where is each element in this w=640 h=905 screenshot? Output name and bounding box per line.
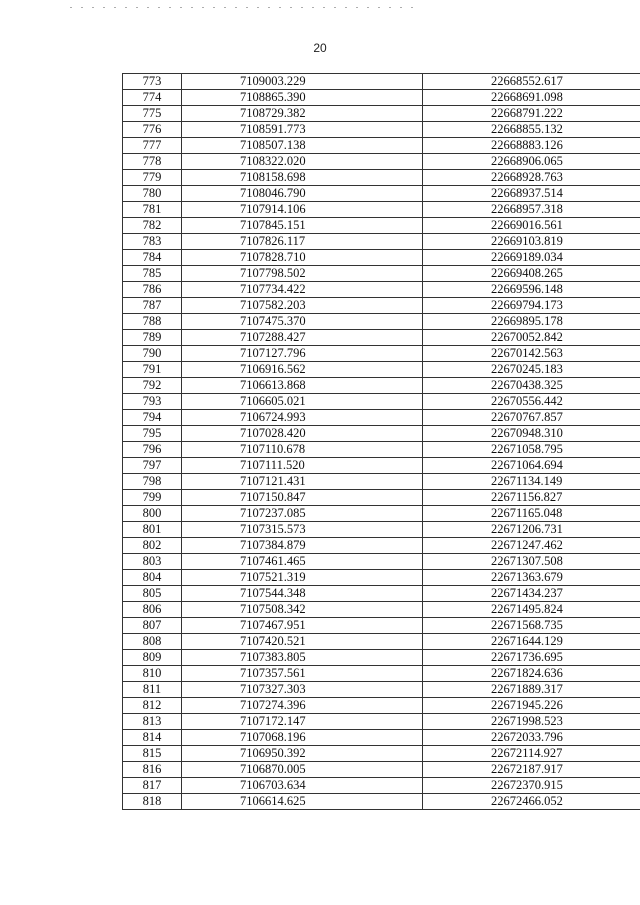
table-row — [123, 170, 640, 186]
x-coordinate-cell: 7106870.005 — [182, 762, 423, 778]
y-coordinate-cell: 22672114.927 — [423, 746, 640, 762]
x-coordinate-cell: 7106703.634 — [182, 778, 423, 794]
y-coordinate-cell: 22671434.237 — [423, 586, 640, 602]
x-coordinate-cell: 7107068.196 — [182, 730, 423, 746]
x-coordinate-cell: 7108322.020 — [182, 154, 423, 170]
table-row — [123, 74, 640, 90]
x-coordinate-cell: 7107121.431 — [182, 474, 423, 490]
y-coordinate-cell: 22672466.052 — [423, 794, 640, 810]
point-number-cell: 804 — [123, 570, 182, 586]
x-coordinate-cell: 7106614.625 — [182, 794, 423, 810]
table-row — [123, 330, 640, 346]
y-coordinate-cell: 22668552.617 — [423, 74, 640, 90]
point-number-cell: 787 — [123, 298, 182, 314]
table-row — [123, 746, 640, 762]
y-coordinate-cell: 22669103.819 — [423, 234, 640, 250]
y-coordinate-cell: 22671945.226 — [423, 698, 640, 714]
point-number-cell: 799 — [123, 490, 182, 506]
x-coordinate-cell: 7107274.396 — [182, 698, 423, 714]
y-coordinate-cell: 22671307.508 — [423, 554, 640, 570]
table-row — [123, 266, 640, 282]
y-coordinate-cell: 22670767.857 — [423, 410, 640, 426]
table-row — [123, 602, 640, 618]
x-coordinate-cell: 7108046.790 — [182, 186, 423, 202]
y-coordinate-cell: 22669189.034 — [423, 250, 640, 266]
y-coordinate-cell: 22671495.824 — [423, 602, 640, 618]
x-coordinate-cell: 7107172.147 — [182, 714, 423, 730]
y-coordinate-cell: 22671064.694 — [423, 458, 640, 474]
point-number-cell: 790 — [123, 346, 182, 362]
point-number-cell: 813 — [123, 714, 182, 730]
x-coordinate-cell: 7108591.773 — [182, 122, 423, 138]
table-row — [123, 298, 640, 314]
point-number-cell: 784 — [123, 250, 182, 266]
y-coordinate-cell: 22668883.126 — [423, 138, 640, 154]
table-row — [123, 490, 640, 506]
point-number-cell: 808 — [123, 634, 182, 650]
point-number-cell: 795 — [123, 426, 182, 442]
table-row — [123, 586, 640, 602]
x-coordinate-cell: 7107508.342 — [182, 602, 423, 618]
y-coordinate-cell: 22671736.695 — [423, 650, 640, 666]
point-number-cell: 802 — [123, 538, 182, 554]
x-coordinate-cell: 7106613.868 — [182, 378, 423, 394]
point-number-cell: 786 — [123, 282, 182, 298]
x-coordinate-cell: 7107327.303 — [182, 682, 423, 698]
table-row — [123, 122, 640, 138]
table-row — [123, 618, 640, 634]
point-number-cell: 781 — [123, 202, 182, 218]
x-coordinate-cell: 7107111.520 — [182, 458, 423, 474]
x-coordinate-cell: 7107914.106 — [182, 202, 423, 218]
table-row — [123, 202, 640, 218]
table-row — [123, 650, 640, 666]
point-number-cell: 780 — [123, 186, 182, 202]
x-coordinate-cell: 7107315.573 — [182, 522, 423, 538]
y-coordinate-cell: 22671363.679 — [423, 570, 640, 586]
x-coordinate-cell: 7108507.138 — [182, 138, 423, 154]
point-number-cell: 776 — [123, 122, 182, 138]
table-row — [123, 762, 640, 778]
y-coordinate-cell: 22669794.173 — [423, 298, 640, 314]
x-coordinate-cell: 7107288.427 — [182, 330, 423, 346]
y-coordinate-cell: 22671247.462 — [423, 538, 640, 554]
point-number-cell: 774 — [123, 90, 182, 106]
x-coordinate-cell: 7106605.021 — [182, 394, 423, 410]
table-row — [123, 666, 640, 682]
x-coordinate-cell: 7107420.521 — [182, 634, 423, 650]
y-coordinate-cell: 22669895.178 — [423, 314, 640, 330]
x-coordinate-cell: 7107127.796 — [182, 346, 423, 362]
y-coordinate-cell: 22670245.183 — [423, 362, 640, 378]
point-number-cell: 789 — [123, 330, 182, 346]
point-number-cell: 817 — [123, 778, 182, 794]
table-row — [123, 234, 640, 250]
point-number-cell: 818 — [123, 794, 182, 810]
x-coordinate-cell: 7107521.319 — [182, 570, 423, 586]
table-row — [123, 714, 640, 730]
y-coordinate-cell: 22671206.731 — [423, 522, 640, 538]
y-coordinate-cell: 22668928.763 — [423, 170, 640, 186]
x-coordinate-cell: 7107734.422 — [182, 282, 423, 298]
table-row — [123, 410, 640, 426]
y-coordinate-cell: 22668691.098 — [423, 90, 640, 106]
point-number-cell: 810 — [123, 666, 182, 682]
x-coordinate-cell: 7107582.203 — [182, 298, 423, 314]
table-row — [123, 570, 640, 586]
table-row — [123, 682, 640, 698]
y-coordinate-cell: 22671058.795 — [423, 442, 640, 458]
table-row — [123, 474, 640, 490]
table-row — [123, 154, 640, 170]
x-coordinate-cell: 7107467.951 — [182, 618, 423, 634]
y-coordinate-cell: 22671644.129 — [423, 634, 640, 650]
point-number-cell: 807 — [123, 618, 182, 634]
y-coordinate-cell: 22670438.325 — [423, 378, 640, 394]
table-row — [123, 506, 640, 522]
table-row — [123, 794, 640, 810]
scan-artifact-strip — [70, 4, 510, 12]
y-coordinate-cell: 22670948.310 — [423, 426, 640, 442]
y-coordinate-cell: 22671998.523 — [423, 714, 640, 730]
y-coordinate-cell: 22671165.048 — [423, 506, 640, 522]
table-row — [123, 634, 640, 650]
x-coordinate-cell: 7106916.562 — [182, 362, 423, 378]
table-row — [123, 314, 640, 330]
table-row — [123, 554, 640, 570]
y-coordinate-cell: 22668957.318 — [423, 202, 640, 218]
table-row — [123, 378, 640, 394]
x-coordinate-cell: 7107461.465 — [182, 554, 423, 570]
x-coordinate-cell: 7109003.229 — [182, 74, 423, 90]
x-coordinate-cell: 7108158.698 — [182, 170, 423, 186]
point-number-cell: 801 — [123, 522, 182, 538]
point-number-cell: 793 — [123, 394, 182, 410]
table-row — [123, 346, 640, 362]
point-number-cell: 782 — [123, 218, 182, 234]
y-coordinate-cell: 22670556.442 — [423, 394, 640, 410]
table-row — [123, 218, 640, 234]
x-coordinate-cell: 7107798.502 — [182, 266, 423, 282]
table-row — [123, 138, 640, 154]
y-coordinate-cell: 22671889.317 — [423, 682, 640, 698]
point-number-cell: 791 — [123, 362, 182, 378]
y-coordinate-cell: 22668791.222 — [423, 106, 640, 122]
table-row — [123, 106, 640, 122]
x-coordinate-cell: 7108729.382 — [182, 106, 423, 122]
coordinates-table-body — [123, 74, 640, 810]
x-coordinate-cell: 7107845.151 — [182, 218, 423, 234]
point-number-cell: 812 — [123, 698, 182, 714]
table-row — [123, 426, 640, 442]
coordinates-table — [122, 73, 640, 810]
point-number-cell: 814 — [123, 730, 182, 746]
point-number-cell: 803 — [123, 554, 182, 570]
page-number: 20 — [313, 41, 327, 55]
y-coordinate-cell: 22671134.149 — [423, 474, 640, 490]
x-coordinate-cell: 7107544.348 — [182, 586, 423, 602]
point-number-cell: 775 — [123, 106, 182, 122]
point-number-cell: 815 — [123, 746, 182, 762]
y-coordinate-cell: 22669408.265 — [423, 266, 640, 282]
point-number-cell: 779 — [123, 170, 182, 186]
point-number-cell: 783 — [123, 234, 182, 250]
table-row — [123, 282, 640, 298]
x-coordinate-cell: 7107383.805 — [182, 650, 423, 666]
point-number-cell: 773 — [123, 74, 182, 90]
point-number-cell: 805 — [123, 586, 182, 602]
x-coordinate-cell: 7107384.879 — [182, 538, 423, 554]
table-row — [123, 698, 640, 714]
y-coordinate-cell: 22672370.915 — [423, 778, 640, 794]
y-coordinate-cell: 22670052.842 — [423, 330, 640, 346]
y-coordinate-cell: 22672033.796 — [423, 730, 640, 746]
point-number-cell: 816 — [123, 762, 182, 778]
table-row — [123, 442, 640, 458]
x-coordinate-cell: 7107826.117 — [182, 234, 423, 250]
point-number-cell: 796 — [123, 442, 182, 458]
x-coordinate-cell: 7106724.993 — [182, 410, 423, 426]
y-coordinate-cell: 22669016.561 — [423, 218, 640, 234]
y-coordinate-cell: 22669596.148 — [423, 282, 640, 298]
y-coordinate-cell: 22671824.636 — [423, 666, 640, 682]
table-row — [123, 538, 640, 554]
table-row — [123, 778, 640, 794]
x-coordinate-cell: 7108865.390 — [182, 90, 423, 106]
x-coordinate-cell: 7107237.085 — [182, 506, 423, 522]
x-coordinate-cell: 7107150.847 — [182, 490, 423, 506]
y-coordinate-cell: 22668855.132 — [423, 122, 640, 138]
point-number-cell: 811 — [123, 682, 182, 698]
x-coordinate-cell: 7107475.370 — [182, 314, 423, 330]
x-coordinate-cell: 7107828.710 — [182, 250, 423, 266]
point-number-cell: 788 — [123, 314, 182, 330]
table-row — [123, 394, 640, 410]
y-coordinate-cell: 22668937.514 — [423, 186, 640, 202]
point-number-cell: 777 — [123, 138, 182, 154]
point-number-cell: 797 — [123, 458, 182, 474]
table-row — [123, 186, 640, 202]
y-coordinate-cell: 22672187.917 — [423, 762, 640, 778]
table-row — [123, 362, 640, 378]
point-number-cell: 806 — [123, 602, 182, 618]
table-row — [123, 458, 640, 474]
x-coordinate-cell: 7107028.420 — [182, 426, 423, 442]
point-number-cell: 794 — [123, 410, 182, 426]
y-coordinate-cell: 22670142.563 — [423, 346, 640, 362]
table-row — [123, 250, 640, 266]
point-number-cell: 785 — [123, 266, 182, 282]
point-number-cell: 798 — [123, 474, 182, 490]
point-number-cell: 778 — [123, 154, 182, 170]
point-number-cell: 809 — [123, 650, 182, 666]
x-coordinate-cell: 7106950.392 — [182, 746, 423, 762]
y-coordinate-cell: 22668906.065 — [423, 154, 640, 170]
table-row — [123, 522, 640, 538]
x-coordinate-cell: 7107110.678 — [182, 442, 423, 458]
table-row — [123, 90, 640, 106]
point-number-cell: 800 — [123, 506, 182, 522]
x-coordinate-cell: 7107357.561 — [182, 666, 423, 682]
y-coordinate-cell: 22671568.735 — [423, 618, 640, 634]
point-number-cell: 792 — [123, 378, 182, 394]
y-coordinate-cell: 22671156.827 — [423, 490, 640, 506]
table-row — [123, 730, 640, 746]
